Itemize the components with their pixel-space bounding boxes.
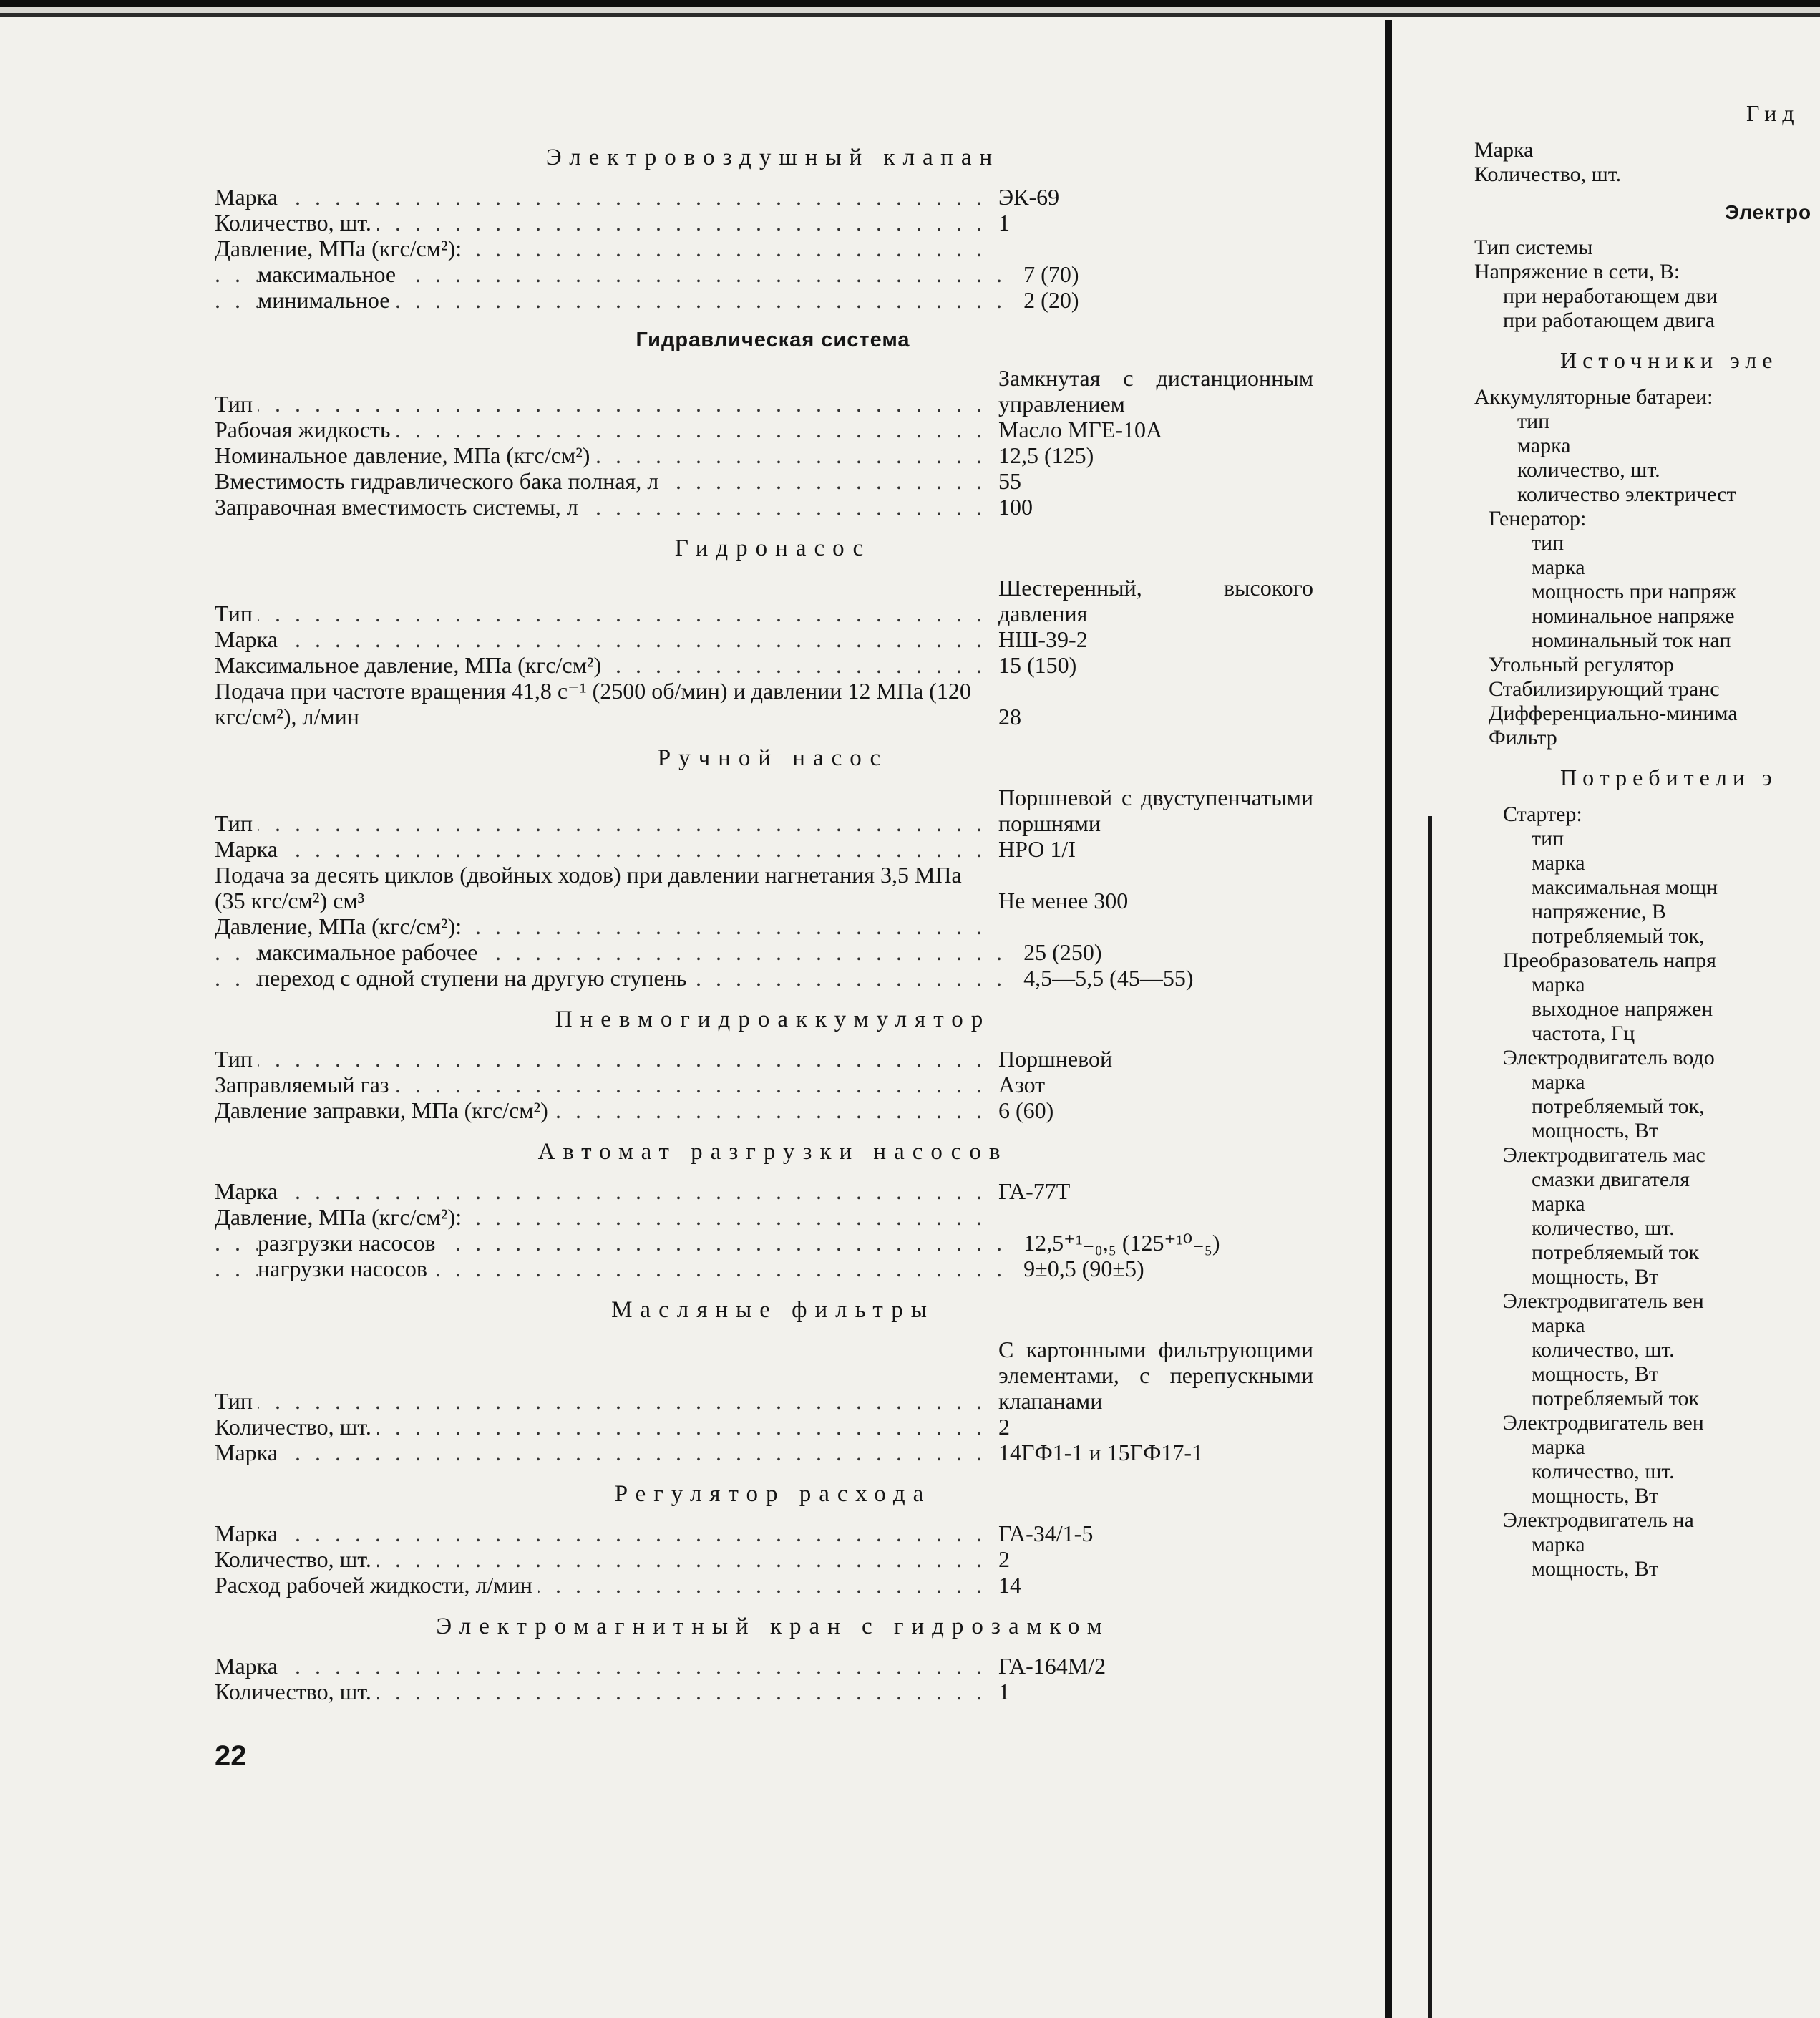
left-page: [215, 129, 1331, 1990]
right-page: [1474, 86, 1820, 1983]
spec-value: 15 (150): [998, 652, 1077, 678]
right-page-line: марка: [1532, 1192, 1585, 1216]
spec-label-text: Марка: [215, 836, 283, 862]
spec-row: [215, 1520, 1331, 1546]
spec-row: [215, 236, 1331, 261]
spec-label-text: Максимальное давление, МПа (кгс/см²): [215, 652, 607, 678]
spec-section: [215, 745, 1331, 991]
section-title: Пневмогидроаккумулятор: [555, 1006, 991, 1032]
right-page-line: тип: [1517, 409, 1550, 433]
spec-row: [215, 1097, 1331, 1123]
spec-sections: [215, 145, 1331, 1704]
spec-label: [215, 287, 1009, 313]
section-title: Автомат разгрузки насосов: [537, 1139, 1008, 1165]
right-page-line: потребляемый ток,: [1532, 924, 1705, 948]
spec-value: Азот: [998, 1072, 1046, 1097]
spec-row: [215, 678, 1331, 729]
section-title: Электровоздушный клапан: [545, 145, 1001, 170]
right-page-line: напряжение, В: [1532, 900, 1666, 923]
spec-label-text: Количество, шт.: [215, 1546, 377, 1572]
spec-label: [215, 836, 984, 862]
spec-section: [215, 145, 1331, 313]
spec-label-text: Марка: [215, 1520, 283, 1546]
right-page-line: Генератор:: [1489, 507, 1587, 530]
spec-label: [215, 468, 984, 494]
spec-row: [215, 1572, 1331, 1598]
spec-row: [215, 575, 1331, 626]
spec-label: [215, 1440, 984, 1465]
right-page-line: тип: [1532, 827, 1564, 850]
spec-row: [215, 261, 1331, 287]
spec-label: [215, 210, 984, 236]
section-title: Гидравлическая система: [636, 329, 910, 351]
spec-row: [215, 652, 1331, 678]
right-page-line: марка: [1532, 1435, 1585, 1459]
spec-row: [215, 626, 1331, 652]
spec-label-text: Марка: [215, 626, 283, 652]
spec-label-text: Номинальное давление, МПа (кгс/см²): [215, 442, 595, 468]
right-page-line: Преобразователь напря: [1503, 949, 1716, 972]
right-page-title: Гид: [1746, 100, 1800, 126]
spec-label-text: минимальное: [258, 287, 395, 313]
right-page-line: Фильтр: [1489, 726, 1557, 750]
spec-label-text: Давление, МПа (кгс/см²):: [215, 1204, 467, 1230]
spec-label-text: Марка: [215, 1653, 283, 1679]
right-page-line: тип: [1532, 531, 1564, 555]
spec-label: [215, 236, 984, 261]
spec-value: 14: [998, 1572, 1021, 1598]
spec-label: [215, 1520, 984, 1546]
spec-row: [215, 184, 1331, 210]
spec-row: [215, 365, 1331, 417]
right-page-line: количество, шт.: [1532, 1460, 1675, 1483]
right-page-line: при неработающем дви: [1503, 284, 1718, 308]
spec-value: Замкнутая с дистанционным управлением: [998, 365, 1313, 417]
right-page-line: номинальное напряже: [1532, 604, 1735, 628]
spec-label: [215, 1046, 984, 1072]
spec-label-text: Давление, МПа (кгс/см²):: [215, 913, 467, 939]
spec-label: [215, 1256, 1009, 1281]
spec-row: [215, 939, 1331, 965]
spec-row: [215, 417, 1331, 442]
spec-label: [215, 1679, 984, 1704]
spec-row: [215, 1178, 1331, 1204]
spec-label-text: Подача за десять циклов (двойных ходов) при давлении нагнетания 3,5 МПа (35 кгс/см²) см³: [215, 862, 962, 913]
right-page-line: количество, шт.: [1517, 458, 1660, 482]
spec-value: 55: [998, 468, 1021, 494]
spec-section: [215, 329, 1331, 520]
spec-label: [215, 1097, 984, 1123]
spec-label: [215, 442, 984, 468]
spec-value: 28: [998, 704, 1021, 729]
section-title: Ручной насос: [657, 745, 889, 771]
spec-label: [215, 1653, 984, 1679]
right-page-line: Электродвигатель вен: [1503, 1411, 1704, 1435]
spec-label: [215, 1572, 984, 1598]
right-page-line: Стартер:: [1503, 802, 1582, 826]
right-page-line: потребляемый ток: [1532, 1387, 1700, 1410]
spec-label-text: разгрузки насосов: [258, 1230, 442, 1256]
spec-value: НРО 1/I: [998, 836, 1076, 862]
section-title: Гидронасос: [674, 535, 872, 561]
spec-label: [215, 391, 984, 417]
spec-value: ГА-34/1-5: [998, 1520, 1094, 1546]
spec-value: ГА-164М/2: [998, 1653, 1106, 1679]
spec-row: [215, 785, 1331, 836]
spec-label: [215, 261, 1009, 287]
spec-row: [215, 1256, 1331, 1281]
spec-label: [215, 1072, 984, 1097]
spec-value: 9±0,5 (90±5): [1023, 1256, 1144, 1281]
scan-top-edge: [0, 0, 1820, 29]
right-page-line: максимальная мощн: [1532, 875, 1718, 899]
right-page-line: мощность, Вт: [1532, 1265, 1659, 1289]
spec-label: [215, 1230, 1009, 1256]
spec-label-text: Тип: [215, 1046, 258, 1072]
right-page-line: при работающем двига: [1503, 309, 1716, 332]
right-page-line: мощность, Вт: [1532, 1484, 1659, 1508]
right-page-line: номинальный ток нап: [1532, 629, 1731, 652]
spec-section: [215, 535, 1331, 729]
right-page-title: Источники эле: [1560, 347, 1778, 373]
spec-value: С картонными фильтрующими элементами, с перепускными клапанами: [998, 1337, 1313, 1414]
spec-value: 2: [998, 1414, 1010, 1440]
spec-label-text: максимальное: [258, 261, 402, 287]
spec-label-text: Давление, МПа (кгс/см²):: [215, 236, 467, 261]
spec-section: [215, 1614, 1331, 1704]
spec-value: 1: [998, 210, 1010, 236]
spec-row: [215, 210, 1331, 236]
spec-label: [215, 965, 1009, 991]
right-page-title: Потребители э: [1560, 765, 1778, 790]
spec-row: [215, 836, 1331, 862]
spec-section: [215, 1481, 1331, 1598]
right-page-line: количество, шт.: [1532, 1216, 1675, 1240]
section-title: Масляные фильтры: [611, 1297, 935, 1323]
right-page-line: марка: [1532, 973, 1585, 996]
spec-row: [215, 1546, 1331, 1572]
spec-label: [215, 1178, 984, 1204]
right-page-line: марка: [1532, 1070, 1585, 1094]
spec-label: [215, 1414, 984, 1440]
spec-label-text: Давление заправки, МПа (кгс/см²): [215, 1097, 554, 1123]
right-page-line: количество, шт.: [1532, 1338, 1675, 1362]
spec-label-text: Заправляемый газ: [215, 1072, 395, 1097]
spec-label-text: Заправочная вместимость системы, л: [215, 494, 584, 520]
section-title: Регулятор расхода: [614, 1481, 932, 1507]
spec-label: [215, 1546, 984, 1572]
spec-label: [215, 494, 984, 520]
spec-label-text: Количество, шт.: [215, 1679, 377, 1704]
spec-value: 2: [998, 1546, 1010, 1572]
spec-row: [215, 1414, 1331, 1440]
spec-value: 4,5—5,5 (45—55): [1023, 965, 1194, 991]
right-page-line: Электродвигатель на: [1503, 1508, 1694, 1532]
right-page-line: частота, Гц: [1532, 1022, 1635, 1045]
right-page-line: потребляемый ток: [1532, 1241, 1700, 1264]
spec-label: [215, 417, 984, 442]
spec-row: [215, 1440, 1331, 1465]
spec-row: [215, 913, 1331, 939]
right-page-line: смазки двигателя: [1532, 1168, 1690, 1191]
page-edge-line: [1428, 816, 1432, 2018]
spec-row: [215, 1653, 1331, 1679]
spec-value: Не менее 300: [998, 888, 1129, 913]
right-page-line: мощность, Вт: [1532, 1557, 1659, 1581]
spec-label-text: Тип: [215, 810, 258, 836]
spec-section: [215, 1139, 1331, 1281]
right-page-line: количество электричест: [1517, 482, 1736, 506]
spec-row: [215, 442, 1331, 468]
spec-label-text: Тип: [215, 601, 258, 626]
spec-row: [215, 1072, 1331, 1097]
spec-value: ЭК-69: [998, 184, 1060, 210]
spec-value: 100: [998, 494, 1033, 520]
right-page-line: Напряжение в сети, В:: [1474, 260, 1680, 283]
spec-label: [215, 1388, 984, 1414]
right-page-line: мощность, Вт: [1532, 1362, 1659, 1386]
spec-label-text: переход с одной ступени на другую ступень: [258, 965, 692, 991]
right-page-line: Электродвигатель вен: [1503, 1289, 1704, 1313]
right-page-line: марка: [1517, 434, 1571, 457]
page-number: 22: [215, 1740, 247, 1772]
spec-label-text: Количество, шт.: [215, 210, 377, 236]
spec-label: [215, 626, 984, 652]
right-page-line: Угольный регулятор: [1489, 653, 1674, 676]
spec-value: Поршневой: [998, 1046, 1113, 1072]
spec-row: [215, 1337, 1331, 1414]
spec-row: [215, 965, 1331, 991]
right-page-line: марка: [1532, 1314, 1585, 1337]
spec-label-text: Тип: [215, 1388, 258, 1414]
spec-section: [215, 1006, 1331, 1123]
right-page-line: Аккумуляторные батареи:: [1474, 385, 1713, 409]
spec-row: [215, 287, 1331, 313]
spec-value: 12,5 (125): [998, 442, 1094, 468]
spec-label-text: Расход рабочей жидкости, л/мин: [215, 1572, 538, 1598]
right-page-line: Электродвигатель мас: [1503, 1143, 1705, 1167]
spec-value: 6 (60): [998, 1097, 1054, 1123]
spec-value: 1: [998, 1679, 1010, 1704]
spec-label-text: Вместимость гидравлического бака полная, л: [215, 468, 664, 494]
right-page-line: мощность при напряж: [1532, 580, 1736, 603]
right-page-line: Электродвигатель водо: [1503, 1046, 1715, 1069]
spec-value: 12,5⁺¹₋₀,₅ (125⁺¹⁰₋₅): [1023, 1230, 1220, 1256]
spec-label-text: Тип: [215, 391, 258, 417]
spec-row: [215, 468, 1331, 494]
spec-row: [215, 1046, 1331, 1072]
spec-label-text: Рабочая жидкость: [215, 417, 396, 442]
section-title: Электромагнитный кран с гидрозамком: [436, 1614, 1110, 1639]
spec-value: 25 (250): [1023, 939, 1102, 965]
spec-label: [215, 678, 984, 729]
right-page-line: Количество, шт.: [1474, 162, 1622, 186]
spec-row: [215, 1679, 1331, 1704]
right-page-line: Марка: [1474, 138, 1534, 162]
spec-label-text: Количество, шт.: [215, 1414, 377, 1440]
spec-row: [215, 494, 1331, 520]
spec-row: [215, 1230, 1331, 1256]
right-page-line: Дифференциально-минима: [1489, 702, 1738, 725]
spec-label: [215, 184, 984, 210]
spec-value: Шестеренный, высокого давления: [998, 575, 1313, 626]
spec-label-text: Подача при частоте вращения 41,8 с⁻¹ (2500 об/мин) и давлении 12 МПа (120 кгс/см²), л/мин: [215, 678, 971, 729]
spec-label: [215, 862, 984, 913]
spec-value: 7 (70): [1023, 261, 1079, 287]
spec-label: [215, 601, 984, 626]
spec-value: НШ-39-2: [998, 626, 1088, 652]
spec-section: [215, 1297, 1331, 1465]
spec-row: [215, 862, 1331, 913]
spec-value: ГА-77Т: [998, 1178, 1071, 1204]
right-page-line: мощность, Вт: [1532, 1119, 1659, 1143]
spec-label: [215, 939, 1009, 965]
right-page-title: Электро: [1725, 201, 1812, 223]
spec-row: [215, 1204, 1331, 1230]
spec-label-text: Марка: [215, 1440, 283, 1465]
spec-label-text: максимальное рабочее: [258, 939, 483, 965]
right-page-line: потребляемый ток,: [1532, 1095, 1705, 1118]
right-page-line: марка: [1532, 556, 1585, 579]
spec-label: [215, 1204, 984, 1230]
spec-label-text: Марка: [215, 1178, 283, 1204]
spec-value: Поршневой с двуступенчатыми поршнями: [998, 785, 1313, 836]
right-page-line: Стабилизирующий транс: [1489, 677, 1720, 701]
right-page-line: Тип системы: [1474, 236, 1593, 259]
spec-label-text: нагрузки насосов: [258, 1256, 433, 1281]
right-page-line: марка: [1532, 1533, 1585, 1556]
spec-label: [215, 652, 984, 678]
spec-value: Масло МГЕ-10А: [998, 417, 1163, 442]
spec-label-text: Марка: [215, 184, 283, 210]
right-page-line: выходное напряжен: [1532, 997, 1713, 1021]
spec-value: 2 (20): [1023, 287, 1079, 313]
spec-label: [215, 913, 984, 939]
right-page-line: марка: [1532, 851, 1585, 875]
book-gutter: [1385, 20, 1392, 2018]
spec-label: [215, 810, 984, 836]
spec-value: 14ГФ1-1 и 15ГФ17-1: [998, 1440, 1203, 1465]
